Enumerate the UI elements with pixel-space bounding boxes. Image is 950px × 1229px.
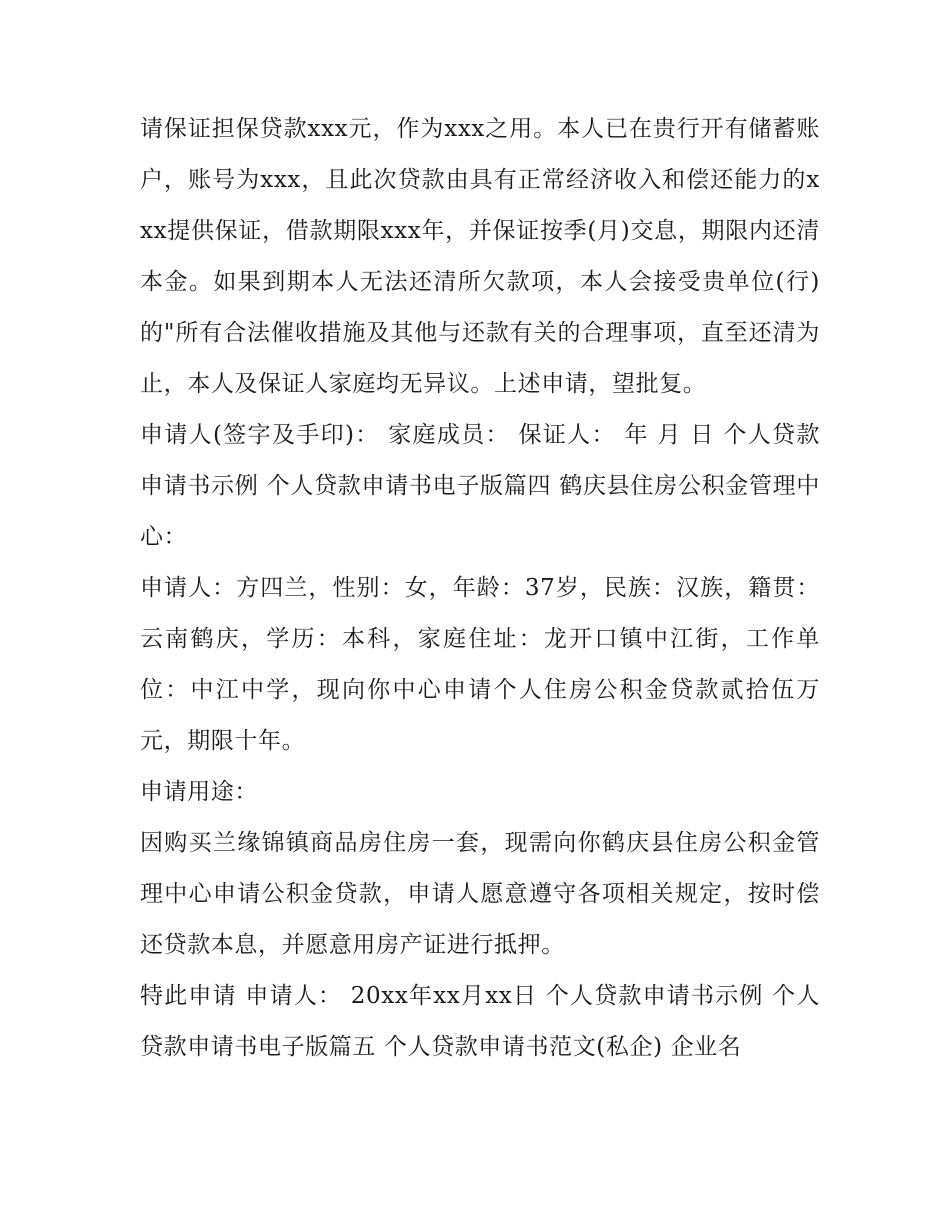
paragraph-loan-guarantee: 请保证担保贷款xxx元，作为xxx之用。本人已在贵行开有储蓄账户，账号为xxx，且此次贷款由具有正常经济收入和偿还能力的xxx提供保证，借款期限xxx年，并保证按季(月)交息，期限内还清本金。如果到期本人无法还清所欠款项，本人会接受贵单位(行)的"所有合法催收措施及其他与还款有关的合理事项，直至还清为止，本人及保证人家庭均无异议。上述申请，望批复。: [140, 116, 820, 397]
paragraph-purpose-body: 因购买兰缘锦镇商品房住房一套，现需向你鹤庆县住房公积金管理中心申请公积金贷款，申请人愿意遵守各项相关规定，按时偿还贷款本息，并愿意用房产证进行抵押。: [140, 830, 820, 958]
paragraph-purpose-heading: 申请用途：: [140, 779, 258, 805]
paragraph-applicant-info: 申请人：方四兰，性别：女，年龄：37岁，民族：汉族，籍贯：云南鹤庆，学历：本科，家庭住址：龙开口镇中江街，工作单位：中江中学，现向你中心申请个人住房公积金贷款贰拾伍万元，期限十年。: [140, 575, 820, 754]
paragraph-signature-block: 申请人(签字及手印)： 家庭成员： 保证人： 年 月 日 个人贷款申请书示例 个人贷款申请书电子版篇四 鹤庆县住房公积金管理中心：: [140, 422, 820, 550]
document-body: [140, 104, 820, 1073]
paragraph-closing: 特此申请 申请人： 20xx年xx月xx日 个人贷款申请书示例 个人贷款申请书电子版篇五 个人贷款申请书范文(私企) 企业名: [140, 983, 820, 1060]
